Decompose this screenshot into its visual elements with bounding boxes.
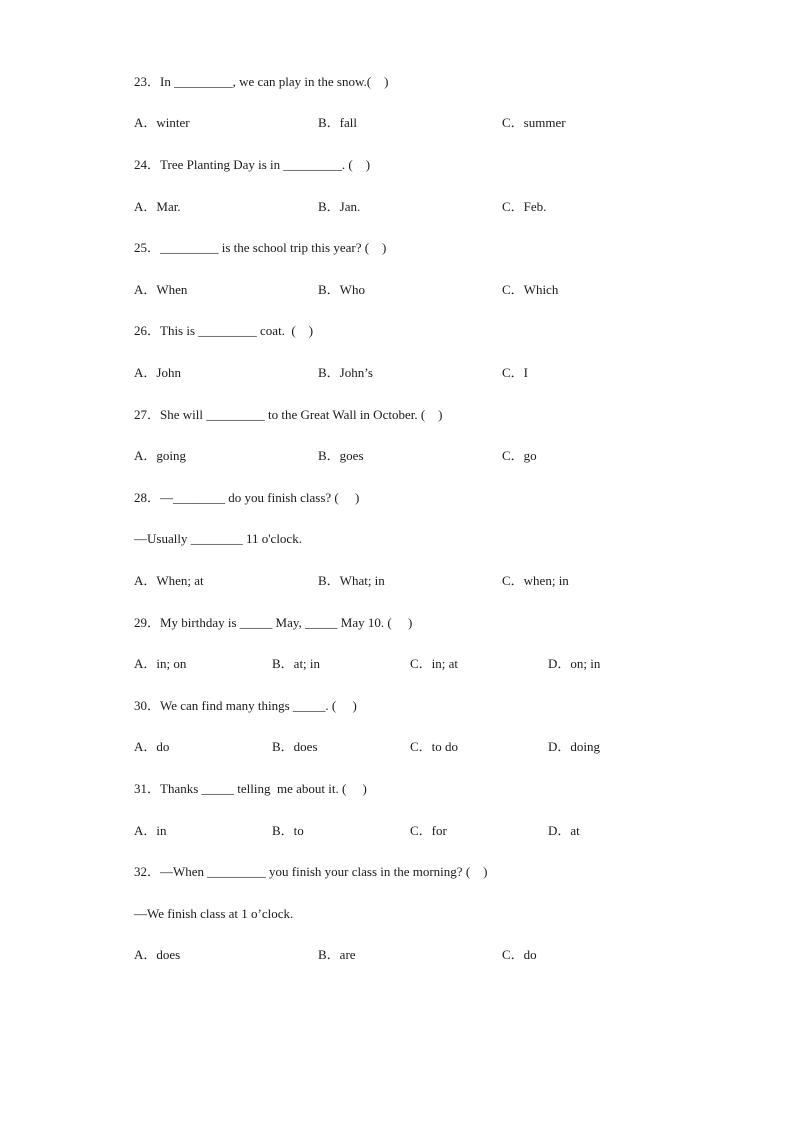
question-29-option-c: C．in; at (410, 656, 459, 671)
question-27-option-b: B．goes (318, 448, 364, 463)
question-32-option-b: B．are (318, 947, 356, 962)
question-25-option-c: C．Which (502, 282, 559, 297)
question-28-option-a: A．When; at (134, 573, 204, 588)
question-24-option-c: C．Feb. (502, 199, 547, 214)
question-24-stem: 24．Tree Planting Day is in _________. ( ) (134, 157, 371, 172)
question-30-option-a: A．do (134, 739, 170, 754)
question-30-option-d: D．doing (548, 739, 601, 754)
question-31-option-a: A．in (134, 823, 167, 838)
question-29-option-b: B．at; in (272, 656, 321, 671)
question-32-stem-second-line: —We finish class at 1 o’clock. (134, 906, 294, 921)
question-30-option-c: C．to do (410, 739, 459, 754)
question-32-option-a: A．does (134, 947, 181, 962)
question-28-option-b: B．What; in (318, 573, 385, 588)
question-29-stem: 29．My birthday is _____ May, _____ May 10. ( ) (134, 615, 413, 630)
question-27-stem: 27．She will _________ to the Great Wall in October. ( ) (134, 407, 443, 422)
question-29-option-d: D．on; in (548, 656, 601, 671)
question-27-option-c: C．go (502, 448, 537, 463)
question-30-option-b: B．does (272, 739, 318, 754)
question-26-option-a: A．John (134, 365, 181, 380)
question-25-option-b: B．Who (318, 282, 365, 297)
question-23-option-c: C．summer (502, 115, 566, 130)
question-31-option-c: C．for (410, 823, 447, 838)
question-24-option-b: B．Jan. (318, 199, 361, 214)
question-24-option-a: A．Mar. (134, 199, 181, 214)
question-26-stem: 26．This is _________ coat. ( ) (134, 323, 314, 338)
question-32-stem: 32．—When _________ you finish your class in the morning? ( ) (134, 864, 488, 879)
question-31-stem: 31．Thanks _____ telling me about it. ( ) (134, 781, 367, 796)
question-29-option-a: A．in; on (134, 656, 187, 671)
question-30-stem: 30．We can find many things _____. ( ) (134, 698, 357, 713)
question-28-stem: 28．—________ do you finish class? ( ) (134, 490, 360, 505)
question-28-stem-second-line: —Usually ________ 11 o'clock. (134, 531, 302, 546)
question-27-option-a: A．going (134, 448, 187, 463)
question-26-option-c: C．I (502, 365, 529, 380)
question-26-option-b: B．John’s (318, 365, 373, 380)
question-25-stem: 25．_________ is the school trip this year? ( ) (134, 240, 387, 255)
question-25-option-a: A．When (134, 282, 188, 297)
question-31-option-b: B．to (272, 823, 304, 838)
question-32-option-c: C．do (502, 947, 537, 962)
question-23-option-b: B．fall (318, 115, 357, 130)
question-31-option-d: D．at (548, 823, 580, 838)
question-28-option-c: C．when; in (502, 573, 569, 588)
question-23-option-a: A．winter (134, 115, 190, 130)
question-23-stem: 23．In _________, we can play in the snow.( ) (134, 74, 389, 89)
